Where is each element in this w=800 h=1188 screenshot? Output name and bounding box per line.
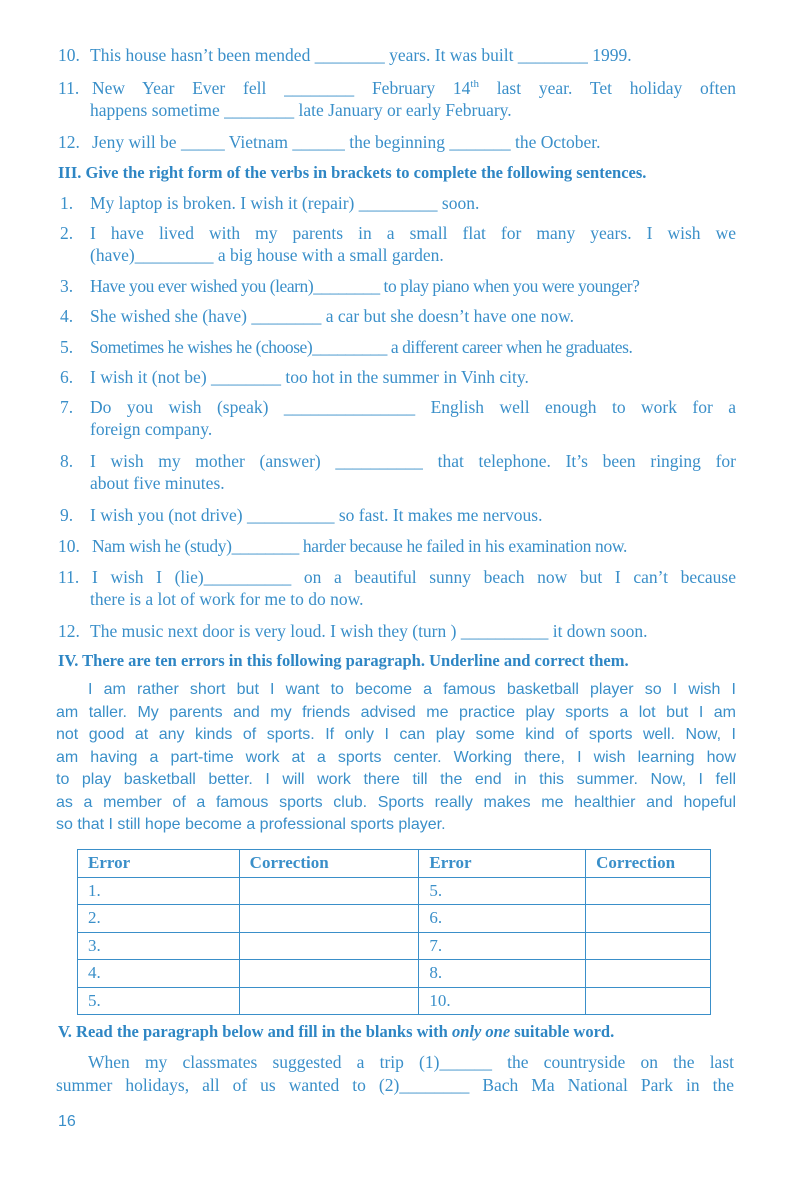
sentence-text: Sometimes he wishes he (choose)_________ a different career when he graduates. [90,337,633,357]
table-cell: 4. [78,960,240,988]
sentence-line: Do you wish (speak) _______________ English well enough to work for a [90,397,736,417]
section-iv-heading: IV. There are ten errors in this following paragraph. Underline and correct them. [58,651,629,670]
cloze-paragraph [56,1051,734,1096]
table-cell: 10. [419,987,586,1015]
sentence-text-continued: foreign company. [90,419,213,439]
heading-emphasis: only one [451,1022,511,1041]
table-cell[interactable] [239,905,419,933]
table-cell[interactable] [239,987,419,1015]
table-cell[interactable] [239,877,419,905]
sentence-line: I wish I (lie)__________ on a beautiful sunny beach now but I can’t because [92,567,736,587]
table-cell: 3. [78,932,240,960]
sentence-line [92,77,736,99]
table-cell: 2. [78,905,240,933]
table-cell[interactable] [239,960,419,988]
item-number: 12. [58,132,80,152]
item-number: 11. [58,78,80,98]
table-cell: 5. [78,987,240,1015]
page-number: 16 [58,1113,76,1130]
item-number: 2. [60,223,74,243]
superscript: th [470,78,479,91]
table-cell[interactable] [586,987,711,1015]
sentence-text: Have you ever wished you (learn)________ to play piano when you were younger? [90,276,640,296]
item-number: 4. [60,306,74,326]
table-cell[interactable] [239,932,419,960]
item-number: 5. [60,337,74,357]
paragraph-line: I am rather short but I want to become a famous basketball player so I wish I [88,681,736,698]
sentence-text: My laptop is broken. I wish it (repair) _________ soon. [90,193,480,213]
table-row [78,932,711,960]
sentence-text: I wish it (not be) ________ too hot in the summer in Vinh city. [90,367,529,387]
paragraph-line: to play basketball better. I will work there till the end in this summer. Now, I fell [56,771,736,788]
table-cell[interactable] [586,932,711,960]
column-header: Correction [586,850,711,878]
sentence-text: The music next door is very loud. I wish they (turn ) __________ it down soon. [90,621,648,641]
heading-text-part: suitable word. [510,1022,615,1041]
table-cell[interactable] [586,960,711,988]
sentence-text-part: New Year Ever fell ________ February 14 [92,78,471,98]
item-number: 10. [58,536,80,556]
paragraph-line: am taller. My parents and my friends advised me practice play sports a lot but I am [56,703,736,721]
paragraph-line: When my classmates suggested a trip (1)______ the countryside on the last [88,1052,734,1072]
item-number: 3. [60,276,74,296]
item-number: 6. [60,367,74,387]
table-row [78,905,711,933]
table-row [78,877,711,905]
sentence-text: Nam wish he (study)________ harder because he failed in his examination now. [92,536,628,556]
sentence-text-part: last year. Tet holiday often [478,78,736,98]
item-number: 1. [60,193,74,213]
sentence-text: I wish you (not drive) __________ so fast. It makes me nervous. [90,505,543,525]
section-iii-heading: III. Give the right form of the verbs in brackets to complete the following sentences. [58,163,647,182]
sentence-line: I wish my mother (answer) __________ that telephone. It’s been ringing for [90,451,736,471]
sentence-text: Jeny will be _____ Vietnam ______ the beginning _______ the October. [92,132,601,152]
error-paragraph [56,679,736,837]
table-cell: 1. [78,877,240,905]
paragraph-line: summer holidays, all of us wanted to (2)________ Bach Ma National Park in the [56,1074,734,1095]
paragraph-line: not good at any kinds of sports. If only I can play some kind of sports well. Now, I [56,726,736,743]
column-header: Correction [239,850,419,878]
sentence-text: This house hasn’t been mended ________ years. It was built ________ 1999. [90,45,632,65]
table-row [78,987,711,1015]
table-cell[interactable] [586,877,711,905]
error-correction-table [77,849,711,1015]
paragraph-line: as a member of a famous sports club. Sports really makes me healthier and hopeful [56,793,736,811]
table-cell: 6. [419,905,586,933]
table-cell: 8. [419,960,586,988]
sentence-text: She wished she (have) ________ a car but she doesn’t have one now. [90,306,575,326]
sentence-text-continued: (have)_________ a big house with a small garden. [90,245,444,265]
table-row [78,960,711,988]
heading-text-part: V. Read the paragraph below and fill in the blanks with [58,1022,452,1041]
paragraph-line: am having a part-time work at a sports center. Working there, I wish learning how [56,748,736,766]
item-number: 12. [58,621,80,641]
table-cell: 7. [419,932,586,960]
item-number: 11. [58,567,80,587]
paragraph-line: so that I still hope become a professional sports player. [56,816,446,833]
column-header: Error [78,850,240,878]
sentence-text-continued: about five minutes. [90,473,225,493]
item-number: 10. [58,45,80,65]
section-v-heading [58,1021,614,1043]
sentence-text-continued: there is a lot of work for me to do now. [90,589,364,609]
sentence-text-continued: happens sometime ________ late January or early February. [90,100,512,120]
item-number: 9. [60,505,74,525]
column-header: Error [419,850,586,878]
item-number: 8. [60,451,74,471]
sentence-line: I have lived with my parents in a small flat for many years. I wish we [90,223,736,243]
table-header-row [78,850,711,878]
table-cell[interactable] [586,905,711,933]
item-number: 7. [60,397,74,417]
table-cell: 5. [419,877,586,905]
